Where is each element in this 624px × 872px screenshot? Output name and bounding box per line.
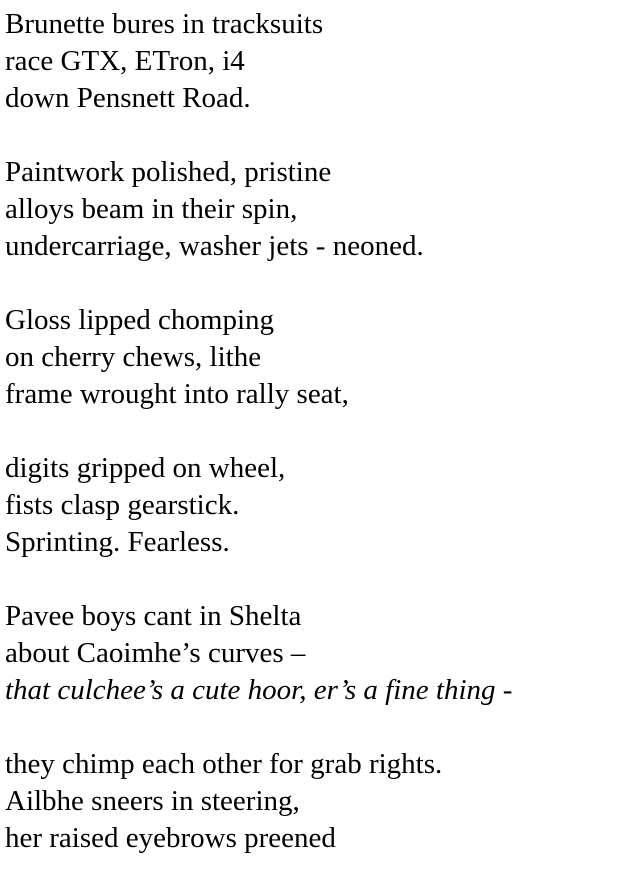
poem-line: down Pensnett Road. — [5, 82, 251, 114]
poem-line: Pavee boys cant in Shelta — [5, 600, 302, 632]
poem-text — [5, 6, 620, 857]
poem-line: fists clasp gearstick. — [5, 489, 240, 521]
poem-line: Ailbhe sneers in steering, — [5, 785, 300, 817]
poem-line: frame wrought into rally seat, — [5, 378, 349, 410]
poem-line: her raised eyebrows preened — [5, 822, 336, 854]
poem-line: they chimp each other for grab rights. — [5, 748, 443, 780]
poem-line: alloys beam in their spin, — [5, 193, 298, 225]
italic-quote: that culchee’s a cute hoor, er’s a fine thing — [5, 674, 496, 706]
poem-line: Paintwork polished, pristine — [5, 156, 332, 188]
poem-line: Gloss lipped chomping — [5, 304, 275, 336]
poem-line: digits gripped on wheel, — [5, 452, 286, 484]
italic-quote-suffix: - — [495, 674, 513, 706]
stanza-1 — [5, 6, 620, 117]
stanza-3 — [5, 302, 620, 413]
poem-line: about Caoimhe’s curves – — [5, 637, 306, 669]
poem-line: on cherry chews, lithe — [5, 341, 262, 373]
stanza-5 — [5, 598, 620, 709]
stanza-4 — [5, 450, 620, 561]
poem-line-italic — [5, 672, 620, 709]
stanza-6 — [5, 746, 620, 857]
stanza-2 — [5, 154, 620, 265]
poem-line: Brunette bures in tracksuits — [5, 8, 324, 40]
poem-line: Sprinting. Fearless. — [5, 526, 230, 558]
poem-line: undercarriage, washer jets - neoned. — [5, 230, 424, 262]
poem-line: race GTX, ETron, i4 — [5, 45, 245, 77]
